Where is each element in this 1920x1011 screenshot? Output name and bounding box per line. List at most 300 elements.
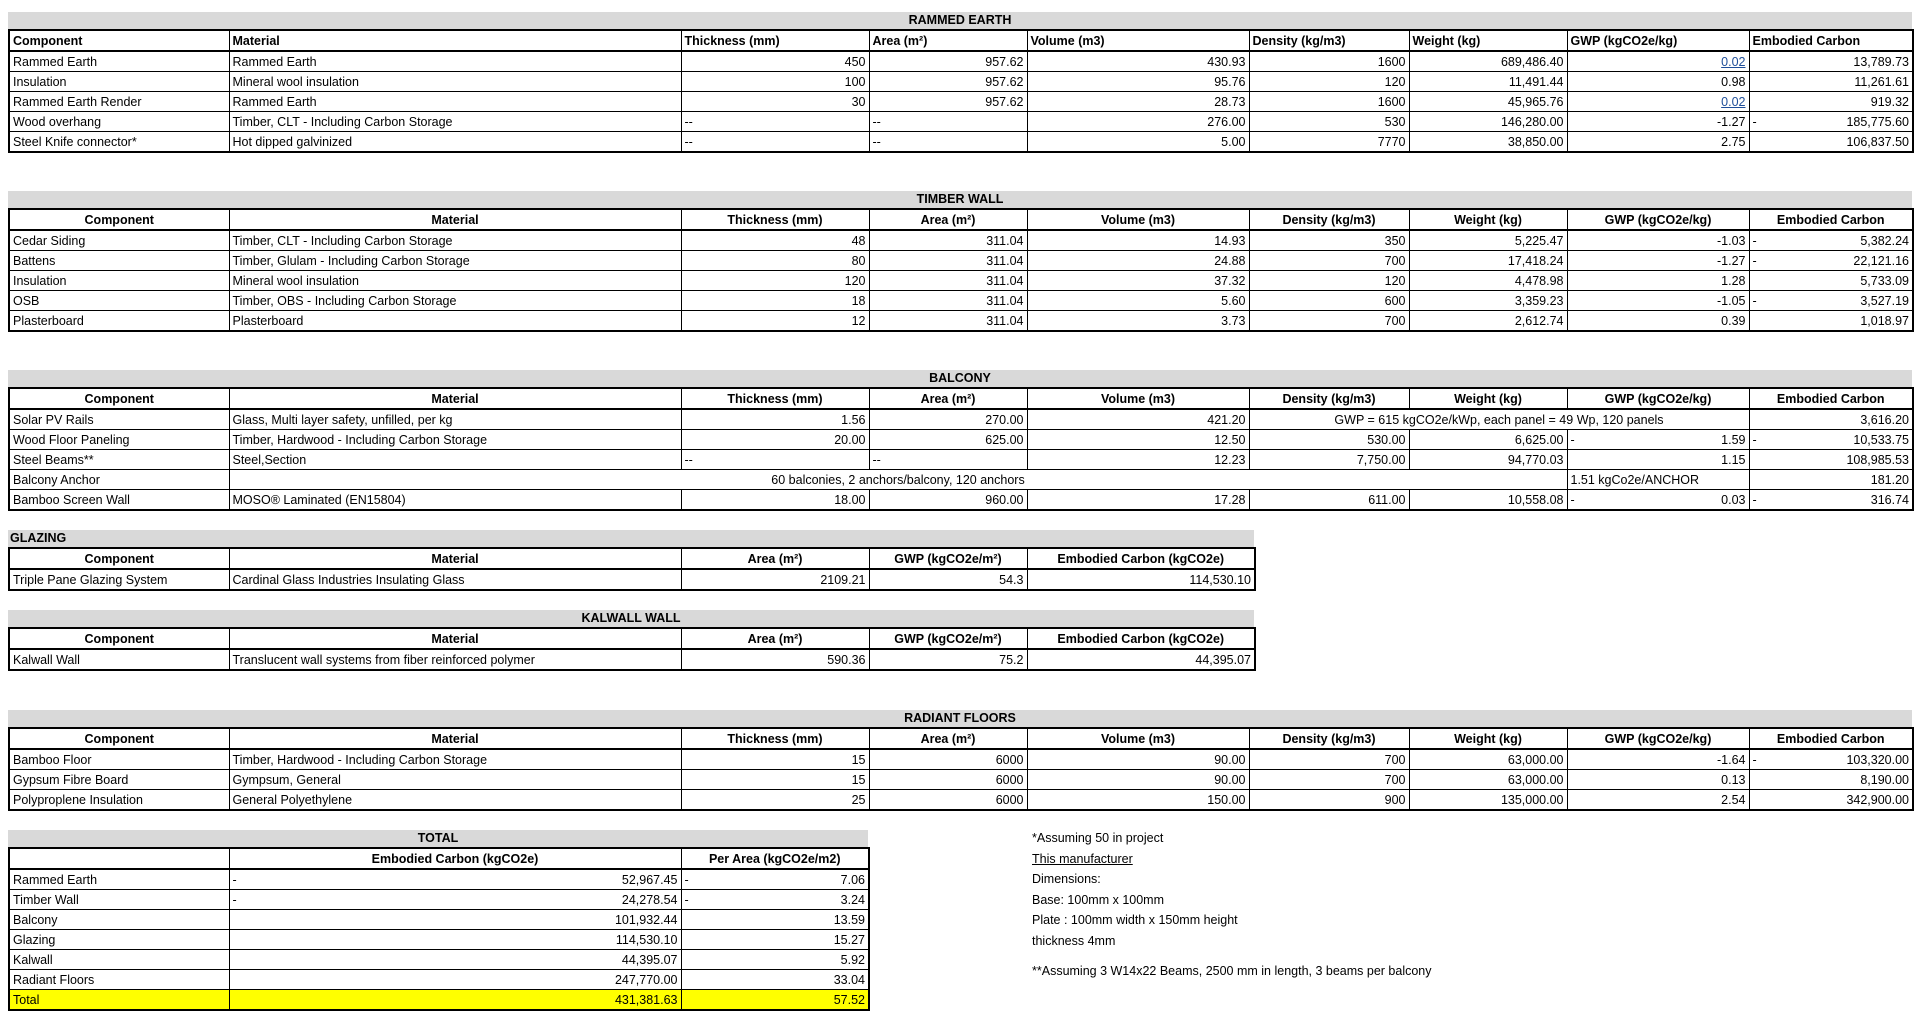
- column-header: Material: [229, 548, 681, 569]
- cell[interactable]: 80: [681, 251, 869, 271]
- kalwall-table: [8, 627, 1256, 671]
- column-header: Area (m²): [681, 628, 869, 649]
- cell[interactable]: 15.27: [681, 930, 869, 950]
- column-header: Thickness (mm): [681, 209, 869, 230]
- cell[interactable]: 0.98: [1567, 72, 1749, 92]
- cell[interactable]: 5,733.09: [1749, 271, 1913, 291]
- cell[interactable]: 10,558.08: [1409, 490, 1567, 511]
- section-title: GLAZING: [8, 530, 1254, 547]
- cell[interactable]: 5,225.47: [1409, 230, 1567, 251]
- cell[interactable]: Mineral wool insulation: [229, 271, 681, 291]
- cell[interactable]: 120: [1249, 72, 1409, 92]
- table-row: [9, 291, 1913, 311]
- cell[interactable]: 38,850.00: [1409, 132, 1567, 153]
- column-header: [9, 848, 229, 869]
- cell[interactable]: 2.75: [1567, 132, 1749, 153]
- cell[interactable]: OSB: [9, 291, 229, 311]
- cell[interactable]: -1.64: [1567, 749, 1749, 770]
- cell[interactable]: Rammed Earth Render: [9, 92, 229, 112]
- cell[interactable]: 700: [1249, 770, 1409, 790]
- cell[interactable]: 6000: [869, 790, 1027, 811]
- cell[interactable]: 957.62: [869, 51, 1027, 72]
- cell[interactable]: --: [681, 112, 869, 132]
- cell[interactable]: 270.00: [869, 409, 1027, 430]
- column-header: Embodied Carbon: [1749, 388, 1913, 409]
- cell[interactable]: [1749, 112, 1913, 132]
- cell[interactable]: 63,000.00: [1409, 770, 1567, 790]
- column-header: Material: [229, 388, 681, 409]
- cell[interactable]: [1567, 430, 1749, 450]
- cell[interactable]: 960.00: [869, 490, 1027, 511]
- cell-link[interactable]: [1567, 92, 1749, 112]
- cell[interactable]: 450: [681, 51, 869, 72]
- cell[interactable]: Glazing: [9, 930, 229, 950]
- table-row: [9, 930, 869, 950]
- cell[interactable]: 17.28: [1027, 490, 1249, 511]
- cell[interactable]: 45,965.76: [1409, 92, 1567, 112]
- glazing-table: [8, 547, 1256, 591]
- cell[interactable]: --: [869, 132, 1027, 153]
- cell[interactable]: [229, 869, 681, 890]
- cell-value: 5,382.24: [1860, 233, 1909, 248]
- cell[interactable]: Steel Knife connector*: [9, 132, 229, 153]
- cell[interactable]: 600: [1249, 291, 1409, 311]
- cell[interactable]: Bamboo Screen Wall: [9, 490, 229, 511]
- table-row: [9, 92, 1913, 112]
- cell[interactable]: Steel Beams**: [9, 450, 229, 470]
- cell[interactable]: 430.93: [1027, 51, 1249, 72]
- cell[interactable]: 6000: [869, 749, 1027, 770]
- cell[interactable]: 11,491.44: [1409, 72, 1567, 92]
- column-header: Component: [9, 30, 229, 51]
- table-row: [9, 649, 1255, 670]
- cell[interactable]: 13,789.73: [1749, 51, 1913, 72]
- section-title: TOTAL: [8, 830, 868, 847]
- table-row: [9, 132, 1913, 153]
- cell[interactable]: Plasterboard: [9, 311, 229, 332]
- rammed-earth-table: [8, 29, 1914, 153]
- cell[interactable]: -1.05: [1567, 291, 1749, 311]
- cell[interactable]: [1749, 291, 1913, 311]
- cell[interactable]: 106,837.50: [1749, 132, 1913, 153]
- cell[interactable]: 625.00: [869, 430, 1027, 450]
- cell[interactable]: 2,612.74: [1409, 311, 1567, 332]
- cell[interactable]: 95.76: [1027, 72, 1249, 92]
- footnote: Base: 100mm x 100mm: [1032, 892, 1164, 907]
- column-header: Thickness (mm): [681, 30, 869, 51]
- cell[interactable]: 44,395.07: [1027, 649, 1255, 670]
- table-row: [9, 51, 1913, 72]
- cell[interactable]: Polyproplene Insulation: [9, 790, 229, 811]
- cell[interactable]: 48: [681, 230, 869, 251]
- cell[interactable]: 150.00: [1027, 790, 1249, 811]
- cell[interactable]: 44,395.07: [229, 950, 681, 970]
- grand-total-row: [9, 990, 869, 1011]
- negative-marker: -: [1752, 114, 1757, 129]
- column-header: Area (m²): [869, 728, 1027, 749]
- cell[interactable]: Kalwall Wall: [9, 649, 229, 670]
- column-header: Weight (kg): [1409, 728, 1567, 749]
- balcony-table: [8, 387, 1914, 511]
- cell-value: 316.74: [1870, 492, 1909, 507]
- cell[interactable]: 530: [1249, 112, 1409, 132]
- cell[interactable]: Timber, Hardwood - Including Carbon Storage: [229, 430, 681, 450]
- column-header: Density (kg/m3): [1249, 388, 1409, 409]
- cell[interactable]: Radiant Floors: [9, 970, 229, 990]
- cell[interactable]: 3.73: [1027, 311, 1249, 332]
- column-header: Component: [9, 728, 229, 749]
- cell[interactable]: 15: [681, 749, 869, 770]
- table-row: [9, 790, 1913, 811]
- column-header: Density (kg/m3): [1249, 30, 1409, 51]
- cell-link[interactable]: [1567, 51, 1749, 72]
- cell[interactable]: 530.00: [1249, 430, 1409, 450]
- cell[interactable]: 12.50: [1027, 430, 1249, 450]
- cell[interactable]: 311.04: [869, 230, 1027, 251]
- header-row: [9, 30, 1913, 51]
- column-header: Density (kg/m3): [1249, 728, 1409, 749]
- cell[interactable]: 957.62: [869, 72, 1027, 92]
- cell[interactable]: 311.04: [869, 251, 1027, 271]
- cell[interactable]: Triple Pane Glazing System: [9, 569, 229, 590]
- cell-value: 24,278.54: [621, 892, 678, 907]
- glazing-section: [8, 530, 1254, 591]
- cell[interactable]: 18: [681, 291, 869, 311]
- header-row: [9, 548, 1255, 569]
- cell[interactable]: Hot dipped galvinized: [229, 132, 681, 153]
- cell[interactable]: Timber, Hardwood - Including Carbon Storage: [229, 749, 681, 770]
- table-row: [9, 450, 1913, 470]
- cell[interactable]: 311.04: [869, 291, 1027, 311]
- cell[interactable]: 120: [681, 271, 869, 291]
- cell[interactable]: 247,770.00: [229, 970, 681, 990]
- balcony-section: [8, 370, 1912, 511]
- cell[interactable]: Rammed Earth: [9, 51, 229, 72]
- cell[interactable]: 5.60: [1027, 291, 1249, 311]
- cell[interactable]: Plasterboard: [229, 311, 681, 332]
- section-title: BALCONY: [8, 370, 1912, 387]
- cell[interactable]: Total: [9, 990, 229, 1011]
- column-header: Embodied Carbon (kgCO2e): [1027, 548, 1255, 569]
- cell[interactable]: 957.62: [869, 92, 1027, 112]
- column-header: Thickness (mm): [681, 728, 869, 749]
- cell[interactable]: [1749, 490, 1913, 511]
- cell[interactable]: Rammed Earth: [9, 869, 229, 890]
- cell[interactable]: -1.27: [1567, 112, 1749, 132]
- cell[interactable]: [1749, 749, 1913, 770]
- cell[interactable]: 276.00: [1027, 112, 1249, 132]
- footnote: **Assuming 3 W14x22 Beams, 2500 mm in length, 3 beams per balcony: [1032, 964, 1432, 978]
- cell[interactable]: [681, 869, 869, 890]
- cell[interactable]: 3,359.23: [1409, 291, 1567, 311]
- cell[interactable]: Bamboo Floor: [9, 749, 229, 770]
- column-header: Weight (kg): [1409, 388, 1567, 409]
- cell[interactable]: [1749, 230, 1913, 251]
- cell[interactable]: 700: [1249, 749, 1409, 770]
- cell[interactable]: 6000: [869, 770, 1027, 790]
- column-header: Area (m²): [869, 209, 1027, 230]
- cell[interactable]: 15: [681, 770, 869, 790]
- cell[interactable]: 108,985.53: [1749, 450, 1913, 470]
- negative-marker: -: [1752, 752, 1757, 767]
- cell[interactable]: 28.73: [1027, 92, 1249, 112]
- cell[interactable]: -1.27: [1567, 251, 1749, 271]
- cell[interactable]: 17,418.24: [1409, 251, 1567, 271]
- cell[interactable]: 30: [681, 92, 869, 112]
- cell[interactable]: 919.32: [1749, 92, 1913, 112]
- cell[interactable]: --: [681, 450, 869, 470]
- cell[interactable]: Insulation: [9, 72, 229, 92]
- footnote: *Assuming 50 in project: [1032, 831, 1164, 845]
- cell-value: 22,121.16: [1853, 253, 1909, 268]
- cell[interactable]: 350: [1249, 230, 1409, 251]
- cell[interactable]: 33.04: [681, 970, 869, 990]
- cell[interactable]: 590.36: [681, 649, 869, 670]
- cell[interactable]: Translucent wall systems from fiber reinforced polymer: [229, 649, 681, 670]
- cell[interactable]: Timber, CLT - Including Carbon Storage: [229, 112, 681, 132]
- table-row: [9, 749, 1913, 770]
- table-row: [9, 869, 869, 890]
- cell[interactable]: 14.93: [1027, 230, 1249, 251]
- cell[interactable]: 311.04: [869, 271, 1027, 291]
- cell[interactable]: Rammed Earth: [229, 51, 681, 72]
- cell-value: 52,967.45: [621, 872, 678, 887]
- rammed-earth-section: [8, 12, 1912, 153]
- radiant-floors-table: [8, 727, 1914, 811]
- cell[interactable]: Timber Wall: [9, 890, 229, 910]
- cell[interactable]: Solar PV Rails: [9, 409, 229, 430]
- negative-marker: -: [1752, 253, 1757, 268]
- section-title: KALWALL WALL: [8, 610, 1254, 627]
- cell[interactable]: Kalwall: [9, 950, 229, 970]
- cell[interactable]: 6,625.00: [1409, 430, 1567, 450]
- cell[interactable]: Balcony: [9, 910, 229, 930]
- column-header: Volume (m3): [1027, 728, 1249, 749]
- cell[interactable]: Gympsum, General: [229, 770, 681, 790]
- cell[interactable]: General Polyethylene: [229, 790, 681, 811]
- cell[interactable]: [681, 890, 869, 910]
- table-row: [9, 311, 1913, 332]
- cell[interactable]: 431,381.63: [229, 990, 681, 1011]
- cell[interactable]: 24.88: [1027, 251, 1249, 271]
- cell[interactable]: [1749, 430, 1913, 450]
- header-row: [9, 728, 1913, 749]
- cell[interactable]: Wood Floor Paneling: [9, 430, 229, 450]
- cell[interactable]: Battens: [9, 251, 229, 271]
- negative-marker: -: [1752, 233, 1757, 248]
- cell[interactable]: Glass, Multi layer safety, unfilled, per kg: [229, 409, 681, 430]
- cell[interactable]: 1600: [1249, 92, 1409, 112]
- radiant-floors-section: [8, 710, 1912, 811]
- gwp-link[interactable]: 0.02: [1721, 54, 1746, 69]
- table-row: [9, 910, 869, 930]
- cell[interactable]: 1.56: [681, 409, 869, 430]
- cell[interactable]: Timber, Glulam - Including Carbon Storage: [229, 251, 681, 271]
- column-header: Embodied Carbon: [1749, 209, 1913, 230]
- cell-value: 3,527.19: [1860, 293, 1909, 308]
- header-row: [9, 628, 1255, 649]
- cell[interactable]: [229, 890, 681, 910]
- cell[interactable]: --: [869, 112, 1027, 132]
- cell[interactable]: 611.00: [1249, 490, 1409, 511]
- column-header: Area (m²): [869, 388, 1027, 409]
- timber-wall-section: [8, 191, 1912, 332]
- column-header: Component: [9, 548, 229, 569]
- negative-marker: -: [232, 872, 237, 887]
- negative-marker: -: [1570, 492, 1575, 507]
- cell[interactable]: Steel,Section: [229, 450, 681, 470]
- cell[interactable]: 0.39: [1567, 311, 1749, 332]
- table-row: [9, 470, 1913, 490]
- spacer: [1032, 951, 1432, 961]
- cell[interactable]: 4,478.98: [1409, 271, 1567, 291]
- cell[interactable]: 57.52: [681, 990, 869, 1011]
- column-header: Weight (kg): [1409, 30, 1567, 51]
- table-row: [9, 72, 1913, 92]
- cell[interactable]: 2.54: [1567, 790, 1749, 811]
- table-row: [9, 112, 1913, 132]
- cell[interactable]: 3,616.20: [1749, 409, 1913, 430]
- cell[interactable]: 700: [1249, 311, 1409, 332]
- column-header: Volume (m3): [1027, 388, 1249, 409]
- cell[interactable]: Wood overhang: [9, 112, 229, 132]
- cell[interactable]: 101,932.44: [229, 910, 681, 930]
- cell[interactable]: 114,530.10: [1027, 569, 1255, 590]
- cell[interactable]: 1.28: [1567, 271, 1749, 291]
- footnote: thickness 4mm: [1032, 933, 1116, 948]
- total-section: [8, 830, 868, 1011]
- manufacturer-link[interactable]: This manufacturer: [1032, 851, 1133, 866]
- cell-value: 10,533.75: [1853, 432, 1909, 447]
- cell[interactable]: 700: [1249, 251, 1409, 271]
- column-header: Thickness (mm): [681, 388, 869, 409]
- cell[interactable]: 54.3: [869, 569, 1027, 590]
- negative-marker: -: [684, 872, 689, 887]
- header-row: [9, 209, 1913, 230]
- column-header: Volume (m3): [1027, 209, 1249, 230]
- cell-value: 1.59: [1721, 432, 1746, 447]
- footnote: Plate : 100mm width x 150mm height: [1032, 913, 1238, 927]
- column-header: Embodied Carbon (kgCO2e): [229, 848, 681, 869]
- cell[interactable]: 900: [1249, 790, 1409, 811]
- cell[interactable]: MOSO® Laminated (EN15804): [229, 490, 681, 511]
- cell[interactable]: 8,190.00: [1749, 770, 1913, 790]
- cell[interactable]: 12: [681, 311, 869, 332]
- column-header: GWP (kgCO2e/m²): [869, 548, 1027, 569]
- cell[interactable]: Cardinal Glass Industries Insulating Glass: [229, 569, 681, 590]
- cell[interactable]: 135,000.00: [1409, 790, 1567, 811]
- cell[interactable]: 63,000.00: [1409, 749, 1567, 770]
- cell[interactable]: 1600: [1249, 51, 1409, 72]
- cell[interactable]: Rammed Earth: [229, 92, 681, 112]
- cell[interactable]: Timber, CLT - Including Carbon Storage: [229, 230, 681, 251]
- cell[interactable]: 421.20: [1027, 409, 1249, 430]
- cell[interactable]: --: [869, 450, 1027, 470]
- column-header: Material: [229, 628, 681, 649]
- column-header: Volume (m3): [1027, 30, 1249, 51]
- cell[interactable]: -1.03: [1567, 230, 1749, 251]
- cell[interactable]: 342,900.00: [1749, 790, 1913, 811]
- cell[interactable]: Cedar Siding: [9, 230, 229, 251]
- cell[interactable]: [1567, 490, 1749, 511]
- cell[interactable]: 11,261.61: [1749, 72, 1913, 92]
- negative-marker: -: [1752, 492, 1757, 507]
- cell[interactable]: Insulation: [9, 271, 229, 291]
- cell[interactable]: 7770: [1249, 132, 1409, 153]
- cell[interactable]: 5.00: [1027, 132, 1249, 153]
- table-row: [9, 950, 869, 970]
- cell[interactable]: 90.00: [1027, 749, 1249, 770]
- cell[interactable]: 1,018.97: [1749, 311, 1913, 332]
- cell[interactable]: Gypsum Fibre Board: [9, 770, 229, 790]
- column-header: Per Area (kgCO2e/m2): [681, 848, 869, 869]
- cell[interactable]: Mineral wool insulation: [229, 72, 681, 92]
- negative-marker: -: [1752, 432, 1757, 447]
- cell[interactable]: 25: [681, 790, 869, 811]
- cell[interactable]: Timber, OBS - Including Carbon Storage: [229, 291, 681, 311]
- cell[interactable]: 7,750.00: [1249, 450, 1409, 470]
- cell[interactable]: --: [681, 132, 869, 153]
- column-header: Component: [9, 628, 229, 649]
- cell[interactable]: 75.2: [869, 649, 1027, 670]
- gwp-link[interactable]: 0.02: [1721, 94, 1746, 109]
- cell[interactable]: 689,486.40: [1409, 51, 1567, 72]
- cell[interactable]: 146,280.00: [1409, 112, 1567, 132]
- table-row: [9, 890, 869, 910]
- merged-note-cell[interactable]: GWP = 615 kgCO2e/kWp, each panel = 49 Wp, 120 panels: [1249, 409, 1749, 430]
- cell[interactable]: 311.04: [869, 311, 1027, 332]
- cell[interactable]: 20.00: [681, 430, 869, 450]
- timber-wall-table: [8, 208, 1914, 332]
- cell[interactable]: 114,530.10: [229, 930, 681, 950]
- cell[interactable]: 94,770.03: [1409, 450, 1567, 470]
- cell[interactable]: 37.32: [1027, 271, 1249, 291]
- table-row: [9, 970, 869, 990]
- column-header: Material: [229, 209, 681, 230]
- cell[interactable]: 1.15: [1567, 450, 1749, 470]
- section-title: RADIANT FLOORS: [8, 710, 1912, 727]
- cell[interactable]: 1.51 kgCo2e/ANCHOR: [1567, 470, 1749, 490]
- cell[interactable]: 181.20: [1749, 470, 1913, 490]
- cell[interactable]: 12.23: [1027, 450, 1249, 470]
- cell[interactable]: 90.00: [1027, 770, 1249, 790]
- negative-marker: -: [232, 892, 237, 907]
- cell[interactable]: 0.13: [1567, 770, 1749, 790]
- cell[interactable]: [1749, 251, 1913, 271]
- cell-value: 7.06: [840, 872, 865, 887]
- column-header: GWP (kgCO2e/m²): [869, 628, 1027, 649]
- cell[interactable]: Balcony Anchor: [9, 470, 229, 490]
- column-header: Area (m²): [681, 548, 869, 569]
- header-row: [9, 388, 1913, 409]
- cell-value: 3.24: [840, 892, 865, 907]
- column-header: GWP (kgCO2e/kg): [1567, 30, 1749, 51]
- negative-marker: -: [1570, 432, 1575, 447]
- column-header: Material: [229, 728, 681, 749]
- header-row: [9, 848, 869, 869]
- cell[interactable]: 13.59: [681, 910, 869, 930]
- cell[interactable]: 2109.21: [681, 569, 869, 590]
- cell[interactable]: 18.00: [681, 490, 869, 511]
- merged-note-cell[interactable]: 60 balconies, 2 anchors/balcony, 120 anchors: [229, 470, 1567, 490]
- cell[interactable]: 5.92: [681, 950, 869, 970]
- column-header: GWP (kgCO2e/kg): [1567, 728, 1749, 749]
- cell[interactable]: 120: [1249, 271, 1409, 291]
- column-header: Embodied Carbon (kgCO2e): [1027, 628, 1255, 649]
- cell[interactable]: 100: [681, 72, 869, 92]
- table-row: [9, 251, 1913, 271]
- column-header: Material: [229, 30, 681, 51]
